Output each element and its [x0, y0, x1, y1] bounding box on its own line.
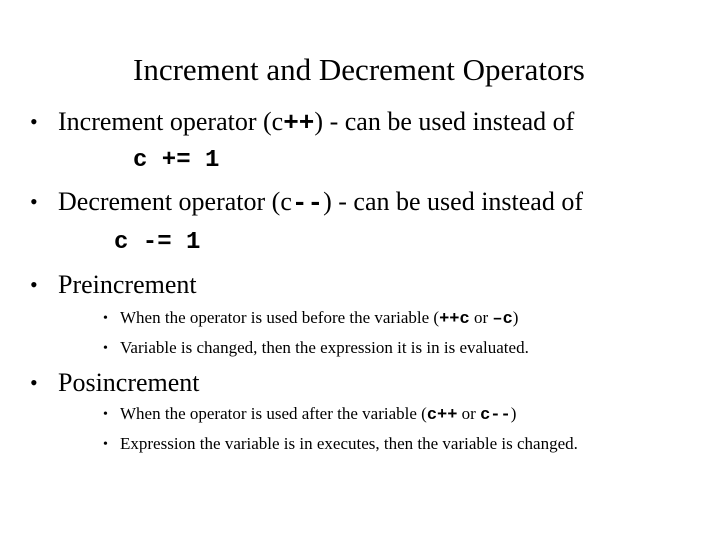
- bullet-icon: •: [103, 407, 108, 422]
- code-example-increment: c += 1: [133, 147, 220, 174]
- sub-bullet-item: [0, 336, 720, 360]
- bullet-item-preincrement: [0, 269, 720, 301]
- sub-bullet-text: When the operator is used after the variable (c++ or c--): [120, 404, 517, 425]
- sub-bullet-item: [0, 306, 720, 330]
- bullet-icon: •: [103, 437, 108, 452]
- inline-code: --: [291, 188, 324, 218]
- bullet-item-posincrement: [0, 367, 720, 399]
- slide-title: Increment and Decrement Operators: [133, 52, 585, 87]
- bullet-icon: •: [30, 109, 38, 134]
- inline-code: ++: [283, 108, 315, 138]
- inline-code: c--: [480, 406, 511, 425]
- bullet-icon: •: [30, 189, 38, 214]
- bullet-item-increment: [0, 106, 720, 138]
- bullet-icon: •: [30, 370, 38, 395]
- sub-bullet-text: Expression the variable is in executes, then the variable is changed.: [120, 434, 578, 453]
- sub-bullet-text: Variable is changed, then the expression it is in is evaluated.: [120, 338, 529, 357]
- bullet-icon: •: [103, 311, 108, 326]
- bullet-item-decrement: [0, 186, 720, 218]
- bullet-text: Increment operator (c++) - can be used instead of: [58, 107, 575, 138]
- sub-bullet-text: When the operator is used before the variable (++c or –c): [120, 308, 519, 329]
- sub-bullet-item: [0, 402, 720, 426]
- bullet-icon: •: [103, 341, 108, 356]
- bullet-icon: •: [30, 272, 38, 297]
- code-example-decrement: c -= 1: [114, 229, 201, 256]
- bullet-text: Posincrement: [58, 368, 200, 397]
- inline-code: c++: [426, 406, 458, 425]
- inline-code: ++c: [439, 310, 470, 329]
- inline-code: –c: [492, 310, 513, 329]
- bullet-text: Decrement operator (c--) - can be used instead of: [58, 187, 583, 218]
- sub-bullet-item: [0, 432, 720, 456]
- bullet-text: Preincrement: [58, 270, 197, 299]
